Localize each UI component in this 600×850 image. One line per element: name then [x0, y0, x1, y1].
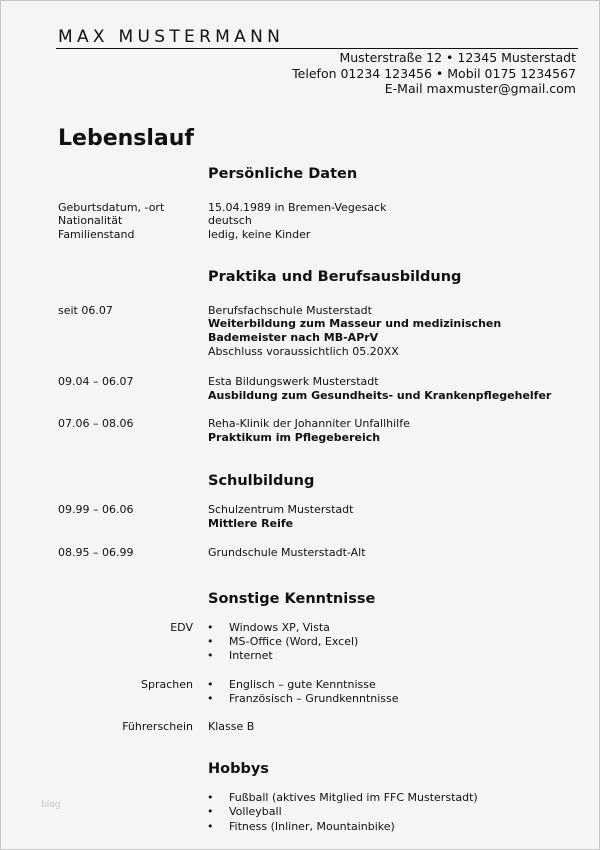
entry-line: Grundschule Musterstadt-Alt — [208, 546, 366, 559]
section-heading-personal: Persönliche Daten — [208, 166, 358, 182]
list-item: Französisch – Grundkenntnisse — [229, 692, 399, 705]
entry-date: seit 06.07 — [58, 304, 113, 317]
list-item: Fitness (Inliner, Mountainbike) — [229, 820, 395, 833]
list-item: MS-Office (Word, Excel) — [229, 635, 359, 648]
entry-date: 09.04 – 06.07 — [58, 375, 134, 388]
section-heading-schule: Schulbildung — [208, 473, 315, 489]
list-item: Volleyball — [229, 805, 282, 818]
row-label: Geburtsdatum, -ort — [58, 201, 165, 214]
entry-line: Berufsfachschule Musterstadt — [208, 304, 372, 317]
list-item: Windows XP, Vista — [229, 621, 330, 634]
bullet: • — [207, 692, 214, 705]
watermark: blog — [41, 800, 61, 810]
entry-line: Praktikum im Pflegebereich — [208, 431, 381, 444]
applicant-name: MAX MUSTERMANN — [58, 27, 285, 47]
entry-line: Weiterbildung zum Masseur und medizinischen — [208, 317, 502, 330]
entry-line: Abschluss voraussichtlich 05.20XX — [208, 345, 399, 358]
skill-label-fuehrerschein: Führerschein — [122, 720, 193, 733]
email: E-Mail maxmuster@gmail.com — [384, 81, 576, 96]
entry-line: Schulzentrum Musterstadt — [208, 503, 354, 516]
section-heading-kenntnisse: Sonstige Kenntnisse — [208, 591, 376, 607]
section-heading-hobbys: Hobbys — [208, 761, 269, 777]
bullet: • — [207, 621, 214, 634]
entry-date: 08.95 – 06.99 — [58, 546, 134, 559]
bullet: • — [207, 649, 214, 662]
bullet: • — [207, 791, 214, 804]
skill-label-edv: EDV — [170, 621, 193, 634]
entry-line: Mittlere Reife — [208, 517, 294, 530]
skill-value: Klasse B — [208, 720, 255, 733]
list-item: Internet — [229, 649, 273, 662]
address: Musterstraße 12 • 12345 Musterstadt — [339, 50, 576, 65]
bullet: • — [207, 820, 214, 833]
row-label: Nationalität — [58, 214, 123, 227]
row-value: 15.04.1989 in Bremen-Vegesack — [208, 201, 387, 214]
entry-date: 07.06 – 08.06 — [58, 417, 134, 430]
list-item: Fußball (aktives Mitglied im FFC Musterstadt) — [229, 791, 478, 804]
phone: Telefon 01234 123456 • Mobil 0175 1234567 — [292, 66, 576, 81]
skill-label-sprachen: Sprachen — [141, 678, 193, 691]
row-value: ledig, keine Kinder — [208, 228, 311, 241]
bullet: • — [207, 678, 214, 691]
section-heading-praktika: Praktika und Berufsausbildung — [208, 269, 462, 285]
row-label: Familienstand — [58, 228, 135, 241]
bullet: • — [207, 635, 214, 648]
entry-line: Ausbildung zum Gesundheits- und Krankenpflegehelfer — [208, 389, 552, 402]
entry-line: Reha-Klinik der Johanniter Unfallhilfe — [208, 417, 410, 430]
entry-line: Esta Bildungswerk Musterstadt — [208, 375, 379, 388]
bullet: • — [207, 805, 214, 818]
entry-date: 09.99 – 06.06 — [58, 503, 134, 516]
row-value: deutsch — [208, 214, 252, 227]
entry-line: Bademeister nach MB-APrV — [208, 331, 379, 344]
list-item: Englisch – gute Kenntnisse — [229, 678, 376, 691]
header-divider — [56, 48, 578, 49]
page-title: Lebenslauf — [58, 126, 194, 151]
